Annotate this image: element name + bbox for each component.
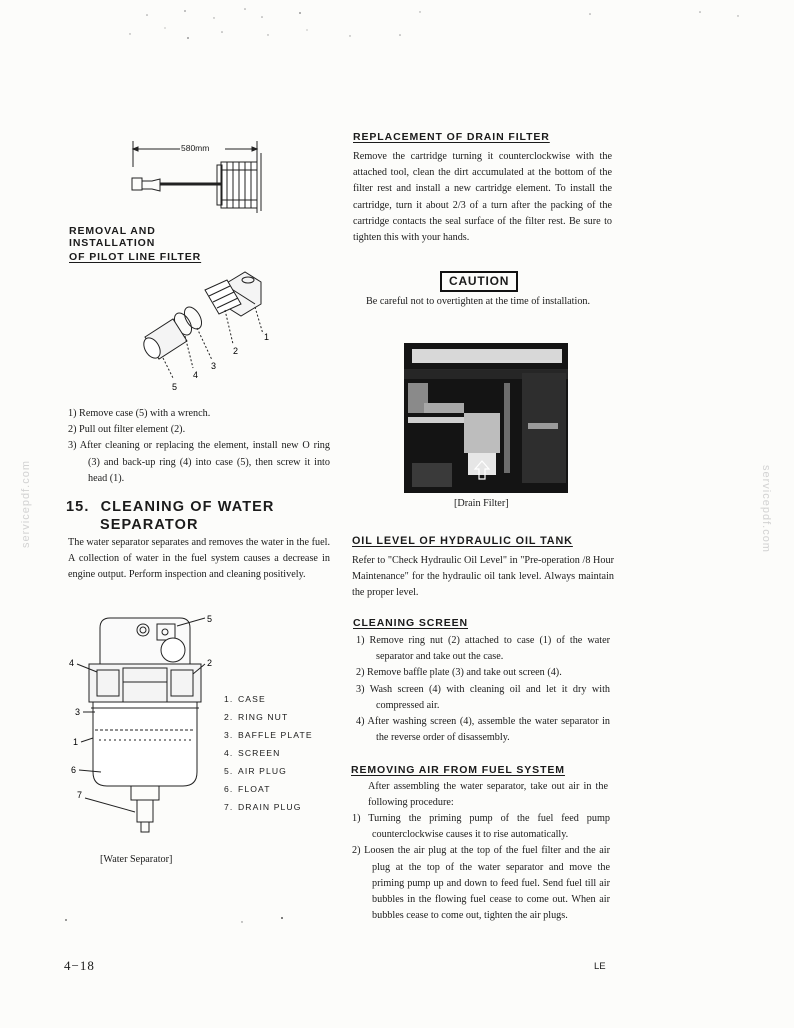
cleaning-step: 2) Remove baffle plate (3) and take out screen (4).	[356, 667, 562, 679]
parts-list-item: 5. AIR PLUG	[224, 766, 287, 776]
watermark-right: servicepdf.com	[760, 465, 772, 553]
drain-filter-body: Remove the cartridge turning it counterclockwise with the attached tool, clean the dirt accumulated at the bottom of the filter rest and install a new cartridge element. To install the cartridge, turn it about 2/3 of a turn after the packing of the cartridge contacts the seal surface of the filter rest. Be sure to tighten this with your hands.	[353, 151, 612, 244]
caution-label: CAUTION	[440, 271, 518, 292]
cleaning-step: 4) After washing screen (4), assemble the water separator in the reverse order of disassembly.	[356, 716, 610, 744]
removing-air-steps	[352, 811, 610, 924]
parts-list-item: 3. BAFFLE PLATE	[224, 730, 313, 740]
footer-code: LE	[594, 961, 606, 972]
section-title-line2: SEPARATOR	[100, 517, 199, 533]
separator-callout-7: 7	[77, 790, 83, 800]
caution-text: Be careful not to overtighten at the time of installation.	[366, 296, 591, 307]
parts-list-item: 2. RING NUT	[224, 712, 289, 722]
scan-specks	[0, 0, 794, 60]
section-title-line1: CLEANING OF WATER	[100, 499, 275, 515]
bottom-specks	[60, 912, 300, 926]
pilot-filter-steps	[68, 406, 330, 487]
cleaning-step: 3) Wash screen (4) with cleaning oil and let it dry with compressed air.	[356, 683, 610, 711]
removing-air-intro: After assembling the water separator, take out air in the following procedure:	[368, 781, 608, 809]
pilot-filter-heading	[69, 225, 241, 263]
oil-level-heading: OIL LEVEL OF HYDRAULIC OIL TANK	[352, 535, 573, 547]
separator-callout-2: 2	[207, 658, 213, 668]
pilot-callout-3: 3	[211, 361, 217, 371]
parts-list	[224, 690, 334, 816]
cleaning-screen-steps	[356, 633, 610, 746]
section-body: The water separator separates and removes the water in the fuel. A collection of water in the fuel system causes a decrease in engine output. Perform inspection and cleaning positively.	[68, 537, 330, 581]
drain-filter-caption: [Drain Filter]	[454, 498, 509, 509]
parts-list-item: 6. FLOAT	[224, 784, 271, 794]
water-separator-caption: [Water Separator]	[100, 854, 173, 865]
separator-callout-1: 1	[73, 737, 79, 747]
watermark-left: servicepdf.com	[20, 460, 32, 548]
section-number: 15.	[66, 499, 90, 515]
section-heading	[66, 498, 275, 534]
parts-list-item: 7. DRAIN PLUG	[224, 802, 302, 812]
pilot-step: 1) Remove case (5) with a wrench.	[68, 408, 211, 419]
separator-callout-3: 3	[75, 707, 81, 717]
pilot-callout-1: 1	[264, 332, 270, 342]
pilot-filter-heading-line2: OF PILOT LINE FILTER	[69, 251, 202, 263]
cleaning-step: 1) Remove ring nut (2) attached to case (1) of the water separator and take out the case.	[356, 635, 610, 663]
parts-list-item: 1. CASE	[224, 694, 266, 704]
page-number: 4−18	[64, 958, 95, 973]
pilot-callout-2: 2	[233, 346, 239, 356]
pilot-callout-4: 4	[193, 370, 199, 380]
separator-callout-6: 6	[71, 765, 77, 775]
water-separator-diagram	[65, 612, 225, 852]
pilot-step: 3) After cleaning or replacing the element, install new O ring (3) and back-up ring (4) into case (5), then screw it into head (1).	[68, 440, 330, 484]
separator-callout-5: 5	[207, 614, 213, 624]
removing-air-step: 2) Loosen the air plug at the top of the fuel filter and the air plug at the top of the water separator and move the priming pump up and down to feed fuel. Send fuel till air bubbles in the flowing fuel cease to come out. When air bubbles cease to come out, tighten the air plugs.	[352, 845, 610, 922]
separator-callout-4: 4	[69, 658, 75, 668]
pilot-step: 2) Pull out filter element (2).	[68, 424, 186, 436]
drain-filter-heading: REPLACEMENT OF DRAIN FILTER	[353, 131, 550, 143]
pilot-filter-heading-line1: REMOVAL AND INSTALLATION	[69, 225, 156, 249]
pilot-callout-5: 5	[172, 382, 178, 392]
pilot-filter-exploded-diagram	[135, 262, 285, 397]
removing-air-heading: REMOVING AIR FROM FUEL SYSTEM	[351, 764, 565, 776]
parts-list-item: 4. SCREEN	[224, 748, 281, 758]
drain-filter-photo	[404, 343, 568, 493]
removing-air-step: 1) Turning the priming pump of the fuel feed pump counterclockwise causes it to rise automatically.	[352, 813, 610, 841]
cleaning-screen-heading: CLEANING SCREEN	[353, 617, 469, 629]
oil-level-body: Refer to "Check Hydraulic Oil Level" in "Pre-operation /8 Hour Maintenance" for the hydraulic oil tank level. Always maintain the proper level.	[352, 555, 614, 599]
dimension-label: 580mm	[181, 143, 210, 153]
